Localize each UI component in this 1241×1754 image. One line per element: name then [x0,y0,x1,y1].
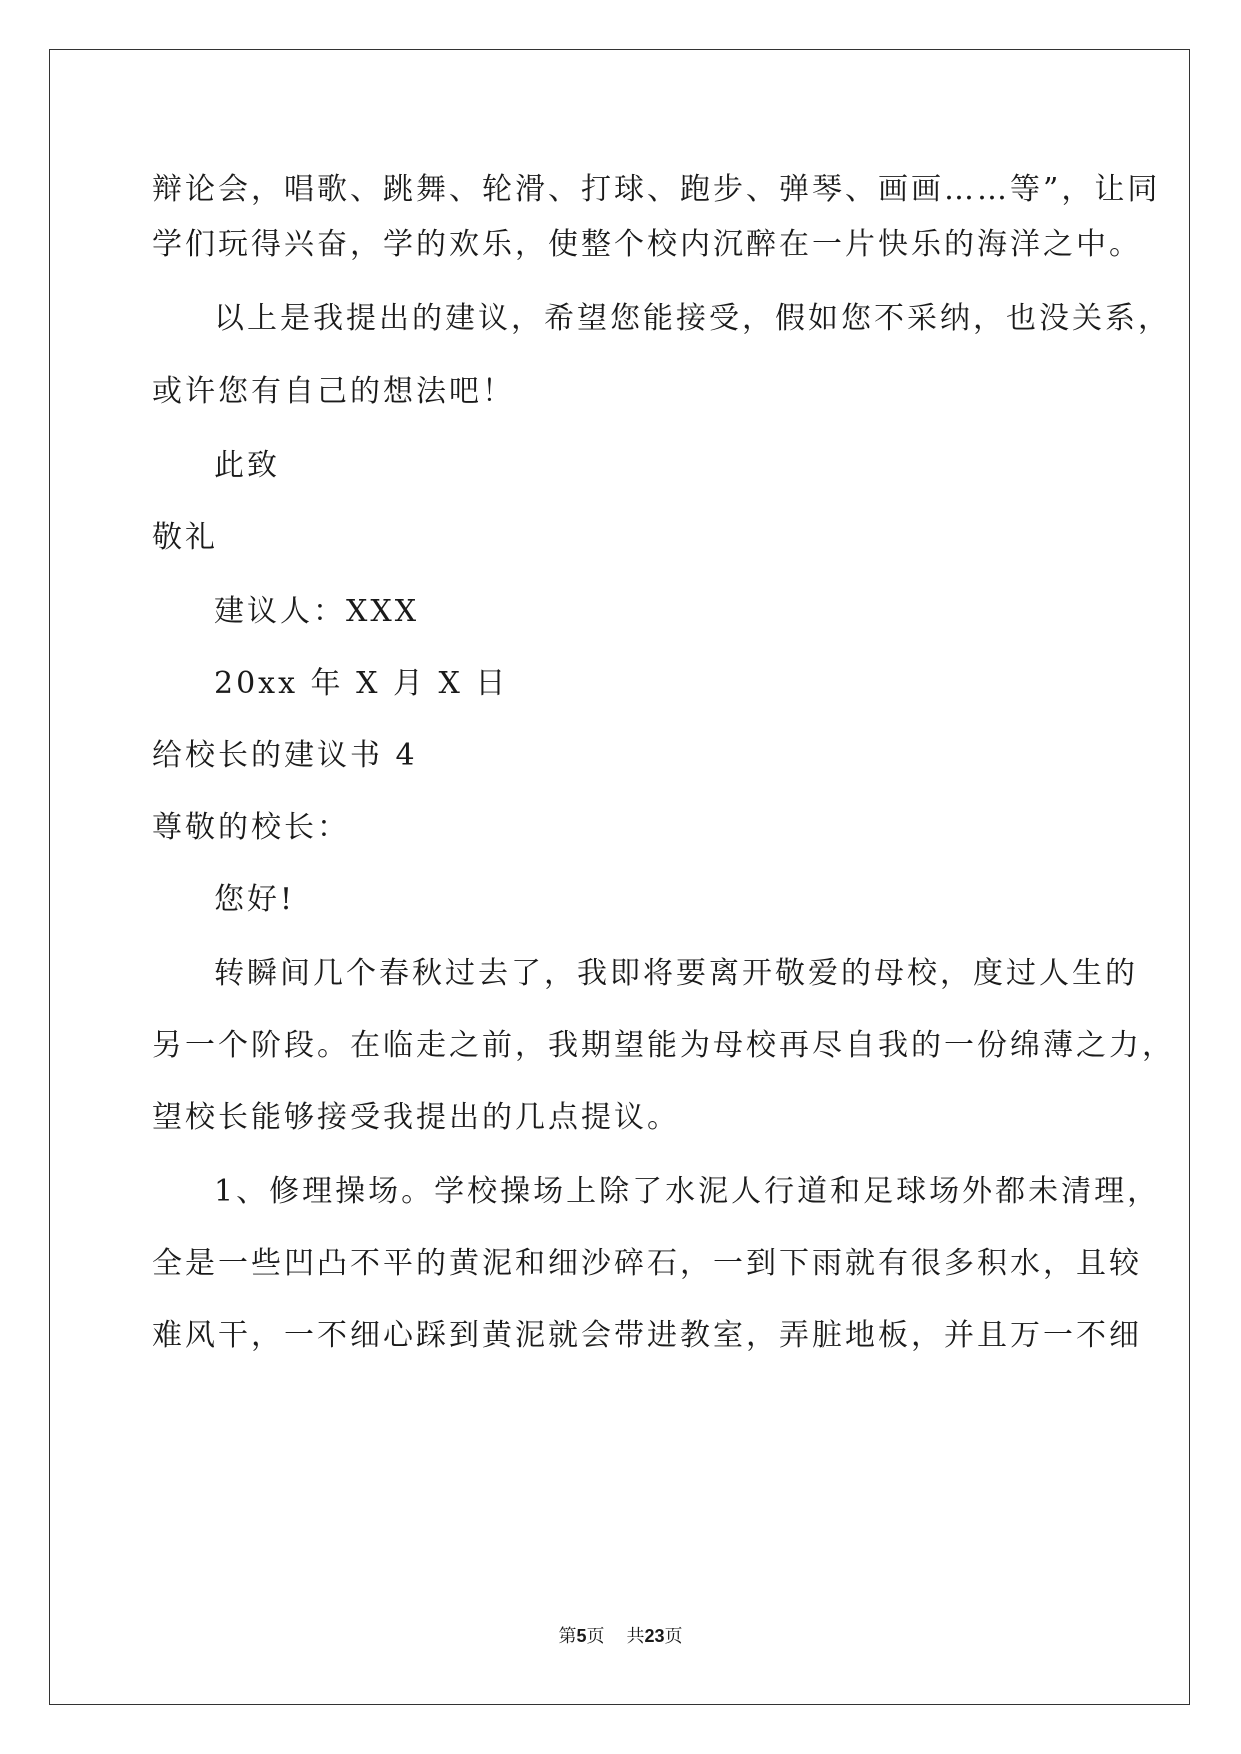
section-title: 给校长的建议书 4 [152,738,418,773]
total-prefix: 共 [626,1626,645,1647]
text-line: 望校长能够接受我提出的几点提议。 [152,1100,680,1135]
page-suffix: 页 [586,1626,605,1647]
text-line: 全是一些凹凸不平的黄泥和细沙碎石，一到下雨就有很多积水，且较 [152,1246,1142,1281]
page-border [49,49,1190,1705]
text-line: 1、修理操场。学校操场上除了水泥人行道和足球场外都未清理， [214,1174,1161,1209]
text-line: 以上是我提出的建议，希望您能接受，假如您不采纳，也没关系， [214,301,1171,336]
total-suffix: 页 [664,1626,683,1647]
text-line: 辩论会，唱歌、跳舞、轮滑、打球、跑步、弹琴、画画……等”，让同 [152,172,1161,207]
text-line: 学们玩得兴奋，学的欢乐，使整个校内沉醉在一片快乐的海洋之中。 [152,227,1142,262]
signature-proposer: 建议人：XXX [214,594,420,629]
page-current: 5 [576,1626,587,1646]
letter-hello: 您好! [214,882,296,917]
letter-greeting: 尊敬的校长： [152,810,350,845]
text-line: 或许您有自己的想法吧！ [152,374,515,409]
text-line: 另一个阶段。在临走之前，我期望能为母校再尽自我的一份绵薄之力， [152,1028,1175,1063]
text-line: 转瞬间几个春秋过去了，我即将要离开敬爱的母校，度过人生的 [214,956,1138,991]
page-footer [0,1624,1241,1649]
page-prefix: 第 [558,1626,577,1647]
text-line: 难风干，一不细心踩到黄泥就会带进教室，弄脏地板，并且万一不细 [152,1318,1142,1353]
salutation-closing: 此致 [214,448,280,483]
signature-date: 20xx 年 X 月 X 日 [214,666,509,701]
salutation-regards: 敬礼 [152,520,218,555]
page-total: 23 [644,1626,665,1646]
